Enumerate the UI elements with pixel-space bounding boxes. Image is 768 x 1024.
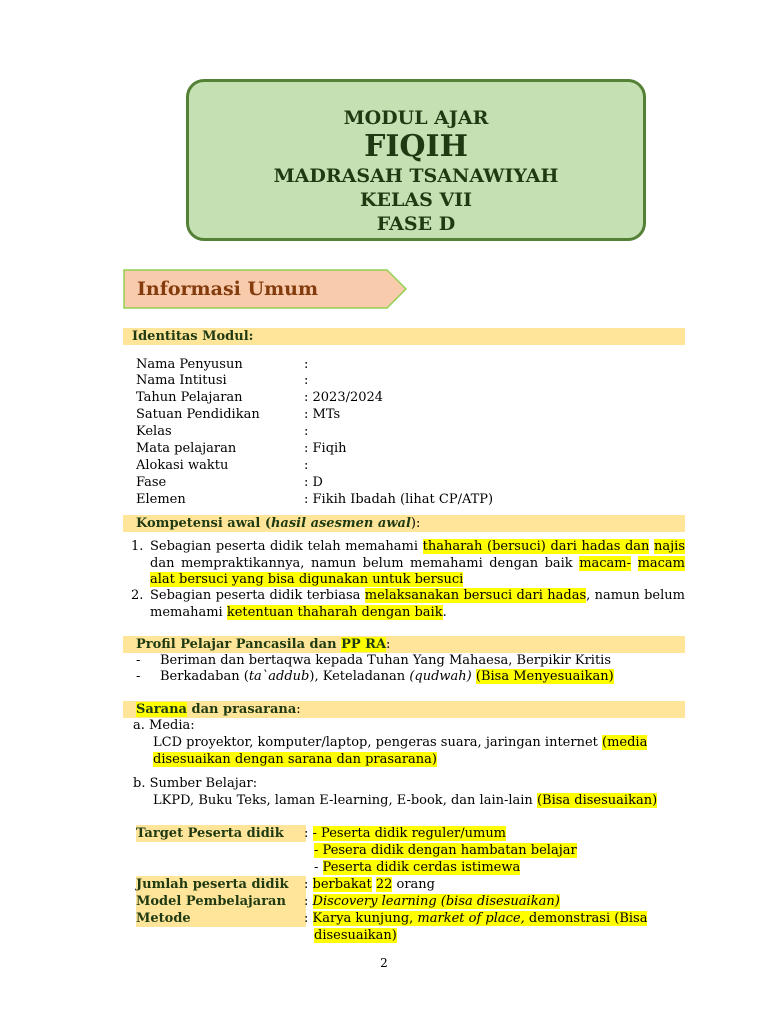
metode-row: Metode : Karya kunjung, market of place, demonstrasi (Bisa xyxy=(136,911,648,926)
title-phase: FASE D xyxy=(376,213,456,235)
identitas-row: Fase : D xyxy=(136,475,323,490)
jumlah-row: Jumlah peserta didik : berbakat 22 orang xyxy=(136,877,435,892)
identitas-row: Tahun Pelajaran : 2023/2024 xyxy=(136,390,384,405)
kompetensi-item-1: Sebagian peserta didik telah memahami thaharah (bersuci) dari hadas dan najis dan mempraktikannya, namun belum memahami dengan baik macam- macam alat bersuci yang bisa digunakan untuk bersuci xyxy=(150,539,686,588)
identitas-row: Nama Intitusi : xyxy=(136,373,309,388)
kompetensi-item-2: Sebagian peserta didik terbiasa melaksanakan bersuci dari hadas, namun belum memahami ketentuan thaharah dengan baik. xyxy=(150,588,685,620)
identitas-row: Kelas : xyxy=(136,424,309,439)
title-school: MADRASAH TSANAWIYAH xyxy=(273,165,559,187)
title-subject: FIQIH xyxy=(364,129,468,164)
identitas-row: Alokasi waktu : xyxy=(136,458,309,473)
page-number: 2 xyxy=(380,956,388,970)
target-row: - Pesera didik dengan hambatan belajar xyxy=(314,843,577,858)
section-banner xyxy=(123,269,408,309)
profil-heading: Profil Pelajar Pancasila dan PP RA: xyxy=(136,637,391,652)
sumber-text: LKPD, Buku Teks, laman E-learning, E-book, dan lain-lain (Bisa disesuaikan) xyxy=(153,793,658,808)
profil-item: - Berkadaban (ta`addub), Keteladanan (qudwah) (Bisa Menyesuaikan) xyxy=(136,669,614,684)
kompetensi-heading: Kompetensi awal (hasil asesmen awal): xyxy=(136,516,421,531)
identitas-row: Elemen : Fikih Ibadah (lihat CP/ATP) xyxy=(136,492,494,507)
target-row: Target Peserta didik : - Peserta didik reguler/umum xyxy=(136,826,507,841)
identitas-row: Mata pelajaran : Fiqih xyxy=(136,441,347,456)
metode-row-cont: disesuaikan) xyxy=(314,928,397,943)
title-box xyxy=(186,79,646,241)
title-class: KELAS VII xyxy=(360,189,472,211)
identitas-row: Nama Penyusun : xyxy=(136,357,309,372)
sarana-heading: Sarana dan prasarana: xyxy=(136,702,301,717)
media-text: LCD proyektor, komputer/laptop, pengeras suara, jaringan internet (media disesuaikan dengan sarana dan prasarana) xyxy=(153,735,648,767)
media-label: a. Media: xyxy=(133,718,195,733)
title-modul-ajar: MODUL AJAR xyxy=(343,107,489,129)
kompetensi-num-1: 1. xyxy=(131,539,144,554)
identitas-heading: Identitas Modul: xyxy=(132,329,254,344)
target-row: - Peserta didik cerdas istimewa xyxy=(314,860,521,875)
model-row: Model Pembelajaran : Discovery learning (bisa disesuaikan) xyxy=(136,894,560,909)
sumber-label: b. Sumber Belajar: xyxy=(133,776,258,791)
section-title: Informasi Umum xyxy=(137,278,319,300)
identitas-row: Satuan Pendidikan : MTs xyxy=(136,407,341,422)
kompetensi-num-2: 2. xyxy=(131,588,144,603)
profil-item: - Beriman dan bertaqwa kepada Tuhan Yang Mahaesa, Berpikir Kritis xyxy=(136,653,612,668)
